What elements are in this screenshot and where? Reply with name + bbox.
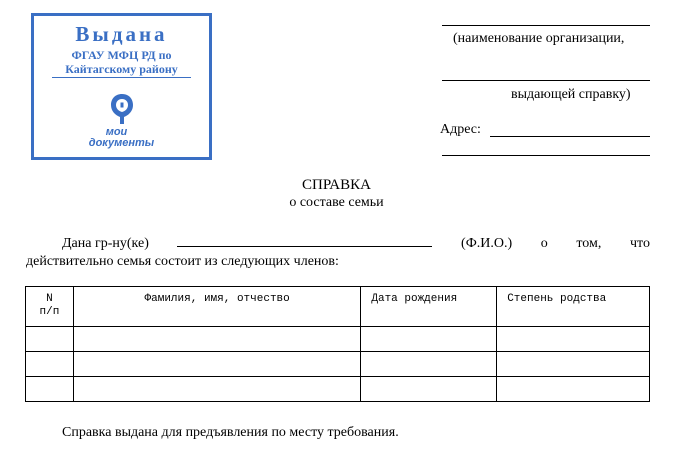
- logo-text-line1: мои: [105, 126, 128, 138]
- header-number: [26, 287, 74, 327]
- stamp-organization: [52, 48, 191, 78]
- intro-line2: действительно семья состоит из следующих членов:: [26, 254, 339, 269]
- header-number-line2: п/п: [39, 306, 60, 318]
- intro-line1: [26, 233, 650, 253]
- org-name-label: (наименование организации,: [453, 31, 625, 46]
- intro-fio: (Ф.И.О.): [461, 236, 513, 251]
- table-cell: [73, 327, 360, 352]
- intro-start: Дана гр-ну(ке): [62, 236, 149, 251]
- table-cell: [497, 377, 650, 402]
- header-birth-date: Дата рождения: [361, 287, 497, 327]
- header-full-name: Фамилия, имя, отчество: [73, 287, 360, 327]
- document-subtitle: о составе семьи: [289, 195, 384, 210]
- address-line: [490, 136, 650, 137]
- header-relation: Степень родства: [497, 287, 650, 327]
- table-cell: [361, 327, 497, 352]
- table-header-row: [26, 287, 650, 327]
- intro-about: о: [540, 236, 548, 251]
- stamp-org-line2: Кайтагскому району: [65, 62, 178, 76]
- table-row: [26, 327, 650, 352]
- table-cell: [26, 327, 74, 352]
- table-row: [26, 352, 650, 377]
- table-cell: [73, 377, 360, 402]
- table-cell: [73, 352, 360, 377]
- document-title: СПРАВКА: [302, 177, 371, 193]
- logo-text-line2: документы: [88, 137, 155, 149]
- intro-paragraph: [26, 233, 650, 271]
- footer-note: Справка выдана для предъявления по месту требования.: [62, 425, 399, 440]
- intro-that: том,: [576, 236, 602, 251]
- table-cell: [361, 352, 497, 377]
- issuer-line: [442, 80, 650, 81]
- org-name-line: [442, 25, 650, 26]
- logo-text: [34, 127, 209, 149]
- table-row: [26, 377, 650, 402]
- issued-stamp: [31, 13, 212, 160]
- stamp-org-line1: ФГАУ МФЦ РД по: [71, 48, 172, 62]
- fio-blank-field: [177, 233, 432, 247]
- moi-dokumenty-logo: [34, 92, 209, 149]
- table-cell: [497, 327, 650, 352]
- header-number-line1: N: [46, 293, 53, 305]
- table-cell: [26, 377, 74, 402]
- logo-emblem-icon: [107, 92, 137, 126]
- family-members-table: [25, 286, 650, 402]
- intro-what: что: [629, 236, 650, 251]
- table-cell: [497, 352, 650, 377]
- address-label: Адрес:: [440, 122, 481, 137]
- address-line-2: [442, 155, 650, 156]
- issuer-label: выдающей справку): [511, 87, 631, 102]
- table-cell: [361, 377, 497, 402]
- stamp-title: Выдана: [75, 22, 168, 46]
- table-cell: [26, 352, 74, 377]
